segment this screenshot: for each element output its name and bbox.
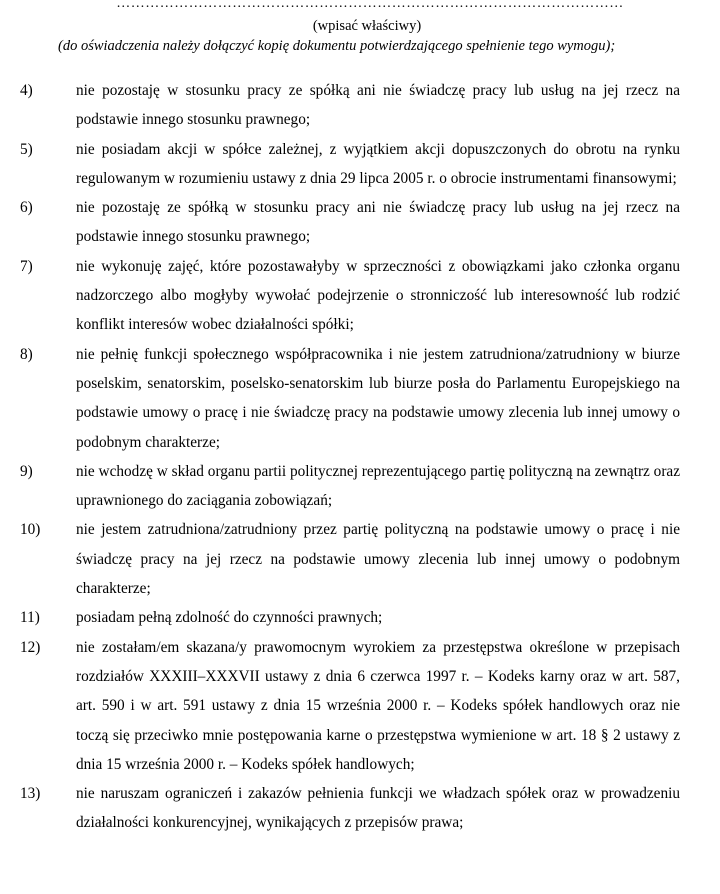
list-item [20,515,680,603]
list-item-text: nie posiadam akcji w spółce zależnej, z wyjątkiem akcji dopuszczonych do obrotu na rynku regulowanym w rozumieniu ustawy z dnia 29 lipca 2005 r. o obrocie instrumentami finansowymi; [76,140,680,187]
attachment-note: (do oświadczenia należy dołączyć kopię dokumentu potwierdzającego spełnienie tego wymogu); [58,38,616,54]
fill-in-hint: (wpisać właściwy) [312,18,422,34]
list-item-text: posiadam pełną zdolność do czynności prawnych; [76,609,383,627]
list-item [20,603,680,632]
list-item [20,779,680,838]
list-item-number: 6) [20,199,33,217]
list-item-text: nie zostałam/em skazana/y prawomocnym wyrokiem za przestępstwa określone w przepisach rozdziałów XXXIII–XXXVII ustawy z dnia 6 czerwca 1997 r. – Kodeks karny oraz w art. 587, art. 590 i w art. 591 ustawy z dnia 15 września 2000 r. – Kodeks spółek handlowych oraz nie toczą się przeciwko mnie postępowania karne o przestępstwa wymienione w art. 18 § 2 ustawy z dnia 15 września 2000 r. – Kodeks spółek handlowych; [76,638,680,773]
list-item-text: nie wykonuję zajęć, które pozostawałyby w sprzeczności z obowiązkami jako członka organu nadzorczego albo mogłyby wywołać podejrzenie o stronniczość lub interesowność lub rodzić konflikt interesów wobec działalności spółki; [76,257,680,334]
list-item-number: 4) [20,82,33,99]
list-item-number: 13) [20,785,41,803]
list-item [20,252,680,340]
list-item-number: 12) [20,638,41,656]
list-item-number: 5) [20,140,33,158]
list-item-text: nie pozostaję w stosunku pracy ze spółką ani nie świadczę pracy lub usług na jej rzecz na podstawie innego stosunku prawnego; [76,82,680,129]
list-item [20,135,680,194]
list-item [20,633,680,779]
list-item [20,340,680,457]
list-item [20,193,680,252]
list-item-text: nie pozostaję ze spółką w stosunku pracy ani nie świadczę pracy lub usług na jej rzecz na podstawie innego stosunku prawnego; [76,199,680,246]
list-item-number: 10) [20,521,41,539]
list-item [20,457,680,516]
list-item [20,76,680,135]
list-item-number: 8) [20,345,33,363]
list-item-text: nie wchodzę w skład organu partii politycznej reprezentującego partię polityczną na zewnątrz oraz uprawnionego do zaciągania zobowiązań; [76,462,680,510]
fill-in-dotted-line: …………………………………………………………………………………………… [116,0,624,11]
list-item-text: nie jestem zatrudniona/zatrudniony przez partię polityczną na podstawie umowy o pracę i nie świadczę pracy na jej rzecz na podstawie umowy zlecenia lub innej umowy o podobnym charakterze; [76,521,680,598]
list-item-number: 9) [20,462,33,480]
declaration-list [20,76,680,838]
list-item-number: 11) [20,609,40,627]
list-item-number: 7) [20,257,33,275]
list-item-text: nie naruszam ograniczeń i zakazów pełnienia funkcji we władzach spółek oraz w prowadzeniu działalności konkurencyjnej, wynikających z przepisów prawa; [76,785,680,832]
list-item-text: nie pełnię funkcji społecznego współpracownika i nie jestem zatrudniona/zatrudniony w biurze poselskim, senatorskim, poselsko-senatorskim lub biurze posła do Parlamentu Europejskiego na podstawie umowy o pracę i nie świadczę pracy na podstawie umowy zlecenia lub innej umowy o podobnym charakterze; [76,345,680,451]
